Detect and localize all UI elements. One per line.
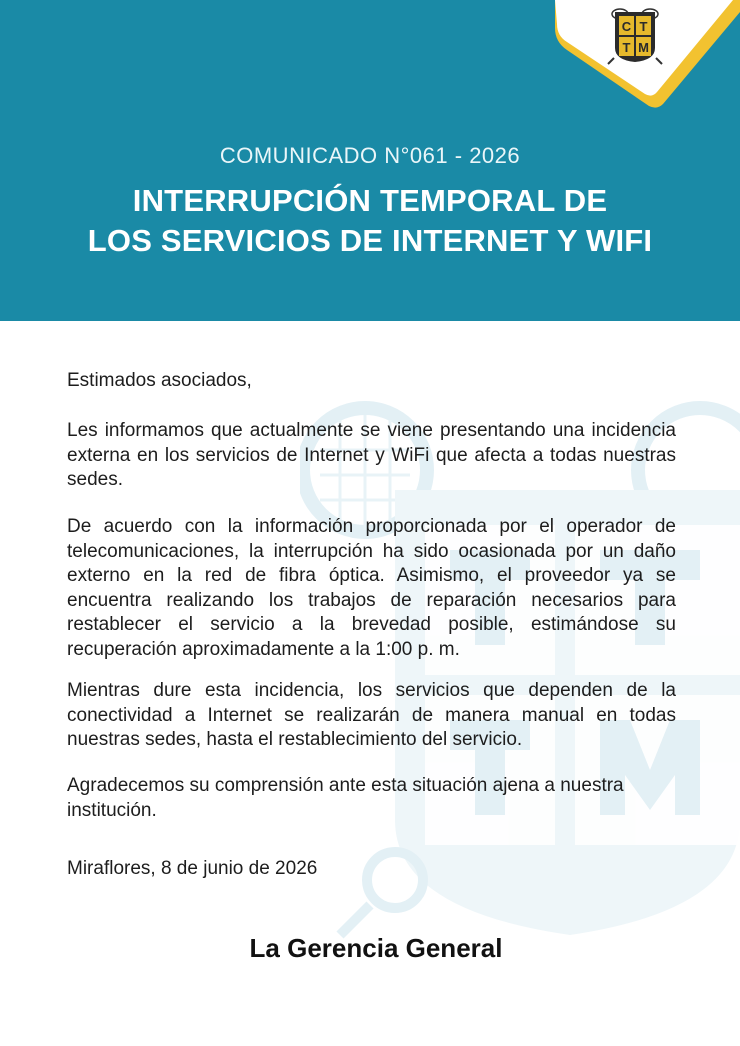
bulletin-number: COMUNICADO N°061 - 2026 (219, 143, 521, 168)
crest-letter: T (639, 19, 648, 34)
header-banner (0, 0, 740, 321)
place-date: Miraflores, 8 de junio de 2026 (67, 858, 318, 879)
page-title (0, 181, 740, 261)
paragraph-thanks: Agradecemos su comprensión ante esta situación ajena a nuestra institución. (67, 775, 624, 821)
crest-letter: M (638, 40, 649, 55)
signature: La Gerencia General (249, 933, 503, 963)
title-line-2: LOS SERVICIOS DE INTERNET Y WIFI (87, 223, 653, 258)
corner-badge (555, 0, 740, 110)
greeting: Estimados asociados, (67, 370, 252, 391)
paragraph-manual-service: Mientras dure esta incidencia, los servicios que dependen de la conectividad a Internet se realizarán de manera manual en todas nuestras sedes, hasta el restablecimiento del servicio. (67, 680, 676, 750)
crest-letter: T (622, 40, 631, 55)
title-line-1: INTERRUPCIÓN TEMPORAL DE (132, 183, 608, 218)
letter-body (67, 369, 676, 879)
crest-letter: C (621, 19, 632, 34)
paragraph-incident: Les informamos que actualmente se viene presentando una incidencia externa en los servicios de Internet y WiFi que afecta a todas nuestras sedes. (67, 420, 676, 490)
paragraph-cause: De acuerdo con la información proporcionada por el operador de telecomunicaciones, la interrupción ha sido ocasionada por un daño externo en la red de fibra óptica. Asimismo, el proveedor ya se encuentra realizando los trabajos de reparación necesarios para restablecer el servicio a la brevedad posible, estimándose su recuperación aproximadamente a la 1:00 p. m. (67, 516, 676, 660)
